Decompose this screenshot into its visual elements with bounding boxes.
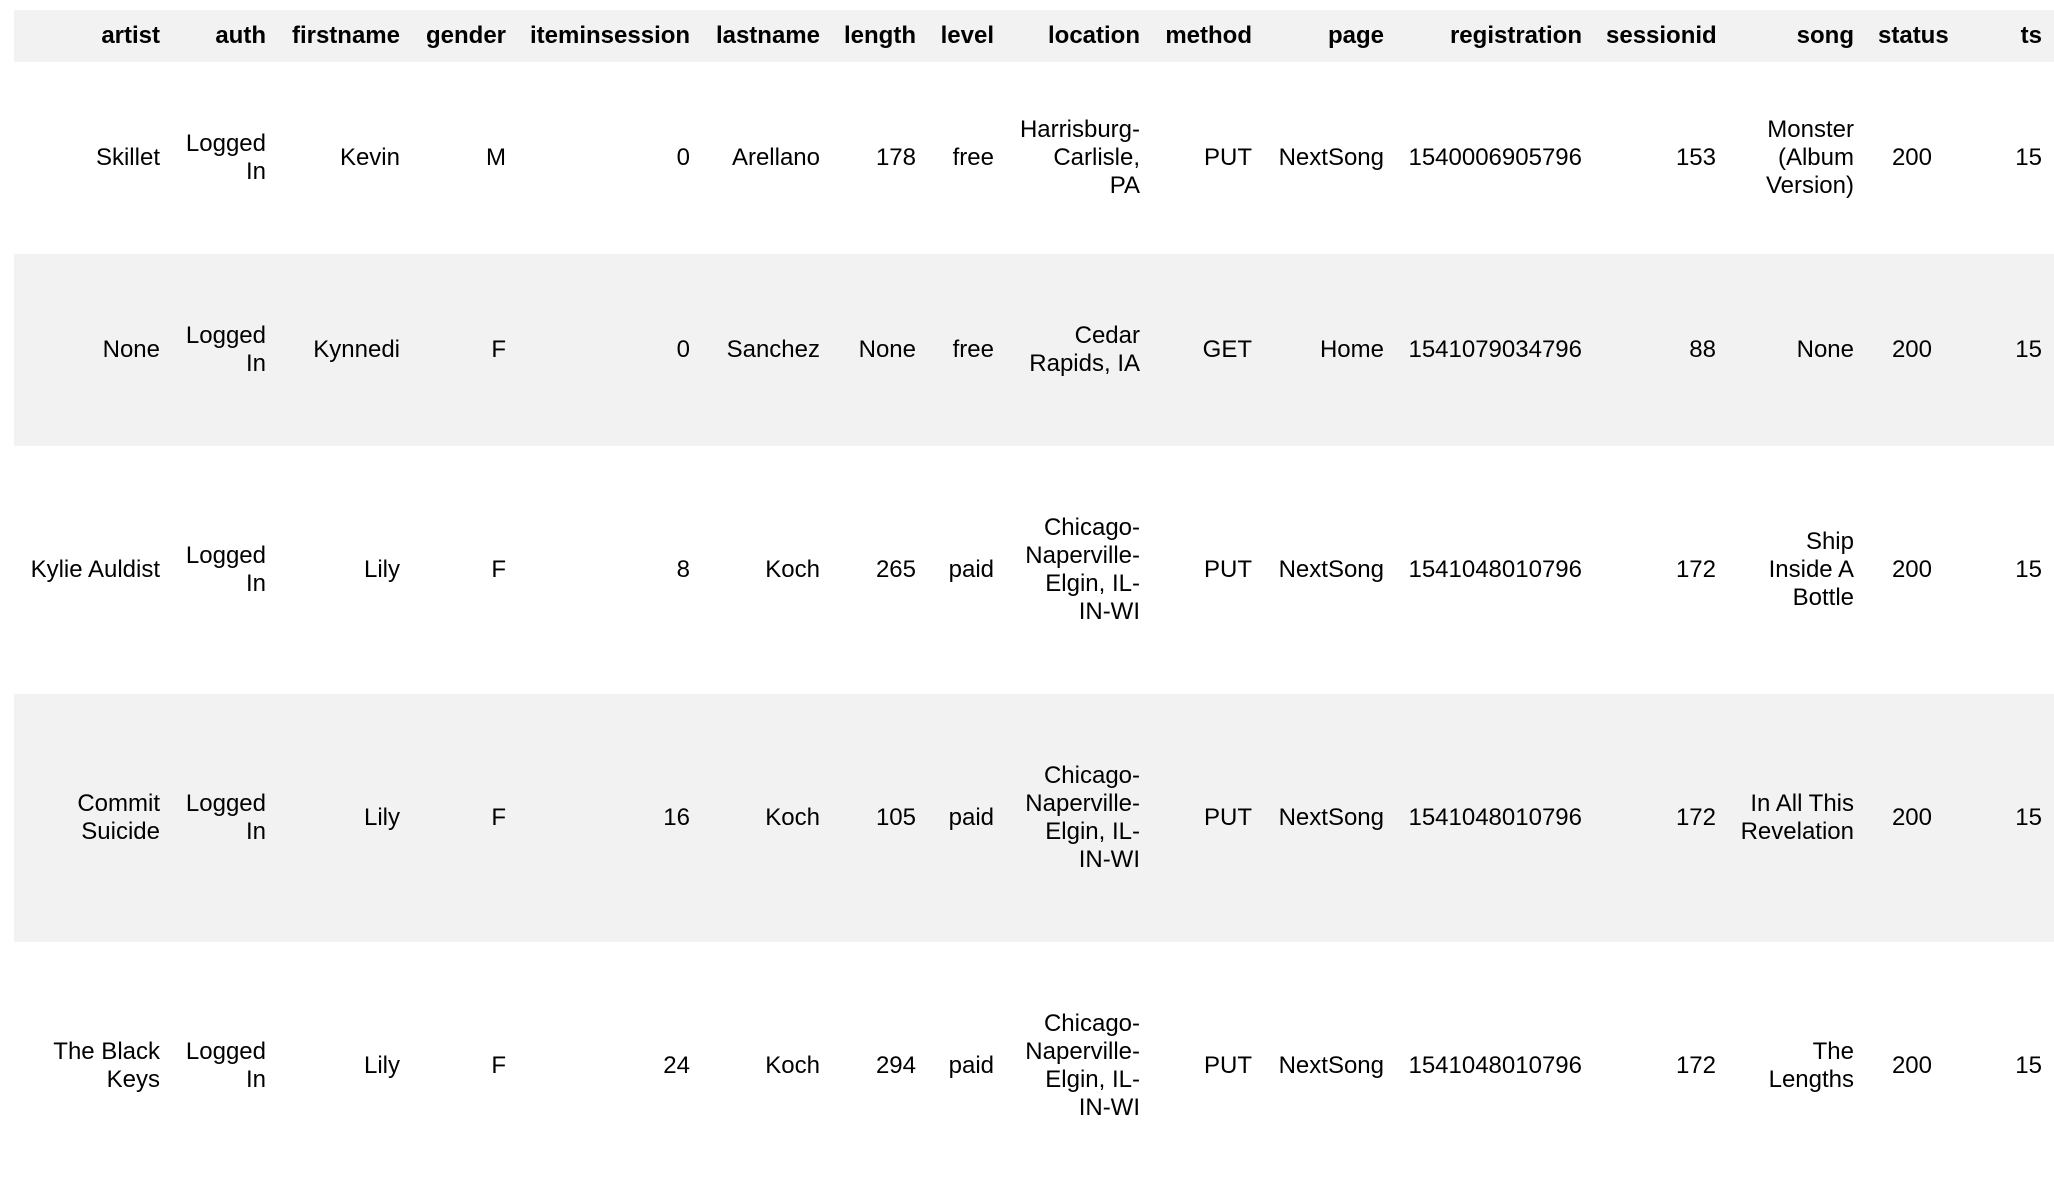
column-header-level: level [940,22,994,49]
column-header-iteminsession: iteminsession [530,22,691,49]
cell-artist: The Black Keys [53,1038,160,1093]
cell-firstname: Lily [363,556,400,583]
cell-method: GET [1202,336,1252,363]
cell-status: 200 [1891,804,1932,831]
cell-gender: F [491,1052,506,1079]
dataframe-output [14,10,2042,1121]
cell-gender: M [486,144,506,171]
cell-lastname: Koch [765,804,820,831]
cell-auth: Logged In [185,542,266,597]
cell-iteminsession: 8 [676,556,690,583]
cell-location: Chicago-Naperville-Elgin, IL-IN-WI [1025,762,1140,873]
cell-level: free [952,336,994,363]
cell-registration: 1541048010796 [1408,1052,1582,1079]
cell-ts: 15 [2015,804,2042,831]
table-header-row [14,10,2054,62]
cell-method: PUT [1204,556,1252,583]
cell-level: paid [948,1052,994,1079]
column-header-length: length [844,22,916,49]
cell-auth: Logged In [185,790,266,845]
cell-song: Ship Inside A Bottle [1768,528,1854,611]
cell-ts: 15 [2015,1052,2042,1079]
cell-firstname: Kevin [339,144,400,171]
cell-song: In All This Revelation [1740,790,1854,845]
cell-registration: 1541048010796 [1408,804,1582,831]
column-header-song: song [1796,22,1854,49]
cell-page: Home [1319,336,1384,363]
column-header-firstname: firstname [291,22,400,49]
cell-ts: 15 [2015,556,2042,583]
cell-level: paid [948,556,994,583]
cell-page: NextSong [1278,144,1384,171]
cell-song: The Lengths [1768,1038,1854,1093]
cell-gender: F [491,336,506,363]
column-header-auth: auth [215,22,266,49]
cell-sessionid: 153 [1675,144,1716,171]
cell-lastname: Arellano [731,144,820,171]
table-row [14,942,2054,1190]
cell-lastname: Koch [765,1052,820,1079]
cell-page: NextSong [1278,556,1384,583]
cell-registration: 1541048010796 [1408,556,1582,583]
dataframe-table [14,10,2054,1190]
cell-artist: Commit Suicide [77,790,160,845]
cell-method: PUT [1204,144,1252,171]
cell-level: paid [948,804,994,831]
table-row [14,254,2054,446]
cell-sessionid: 172 [1675,804,1716,831]
cell-sessionid: 172 [1675,556,1716,583]
table-row [14,62,2054,254]
cell-gender: F [491,804,506,831]
column-header-lastname: lastname [715,22,820,49]
column-header-page: page [1327,22,1384,49]
cell-location: Cedar Rapids, IA [1029,322,1140,377]
cell-artist: None [102,336,160,363]
cell-length: 178 [875,144,916,171]
cell-page: NextSong [1278,1052,1384,1079]
cell-status: 200 [1891,556,1932,583]
cell-ts: 15 [2015,336,2042,363]
cell-page: NextSong [1278,804,1384,831]
cell-registration: 1540006905796 [1408,144,1582,171]
column-header-gender: gender [425,22,506,49]
cell-length: 294 [875,1052,916,1079]
cell-gender: F [491,556,506,583]
cell-registration: 1541079034796 [1408,336,1582,363]
cell-location: Harrisburg-Carlisle, PA [1019,116,1140,199]
cell-iteminsession: 0 [676,336,690,363]
cell-location: Chicago-Naperville-Elgin, IL-IN-WI [1025,514,1140,625]
table-row [14,694,2054,942]
cell-iteminsession: 0 [676,144,690,171]
cell-sessionid: 88 [1689,336,1716,363]
cell-lastname: Koch [765,556,820,583]
cell-song: None [1796,336,1854,363]
cell-length: 265 [875,556,916,583]
column-header-status: status [1878,22,1949,49]
column-header-location: location [1047,22,1140,49]
cell-method: PUT [1204,804,1252,831]
cell-lastname: Sanchez [726,336,820,363]
cell-sessionid: 172 [1675,1052,1716,1079]
cell-status: 200 [1891,1052,1932,1079]
column-header-registration: registration [1449,22,1582,49]
cell-length: None [858,336,916,363]
cell-song: Monster (Album Version) [1765,116,1854,199]
cell-level: free [952,144,994,171]
cell-auth: Logged In [185,322,266,377]
cell-iteminsession: 16 [663,804,690,831]
cell-method: PUT [1204,1052,1252,1079]
cell-ts: 15 [2015,144,2042,171]
column-header-method: method [1165,22,1252,49]
cell-status: 200 [1891,144,1932,171]
column-header-artist: artist [101,22,160,49]
table-row [14,446,2054,694]
cell-location: Chicago-Naperville-Elgin, IL-IN-WI [1025,1010,1140,1121]
cell-artist: Skillet [95,144,160,171]
cell-firstname: Kynnedi [313,336,400,363]
cell-status: 200 [1891,336,1932,363]
cell-firstname: Lily [363,804,400,831]
cell-artist: Kylie Auldist [30,556,160,583]
cell-length: 105 [875,804,916,831]
cell-auth: Logged In [185,1038,266,1093]
cell-firstname: Lily [363,1052,400,1079]
cell-auth: Logged In [185,130,266,185]
column-header-sessionid: sessionid [1606,22,1717,49]
cell-iteminsession: 24 [663,1052,690,1079]
column-header-ts: ts [2020,22,2042,49]
